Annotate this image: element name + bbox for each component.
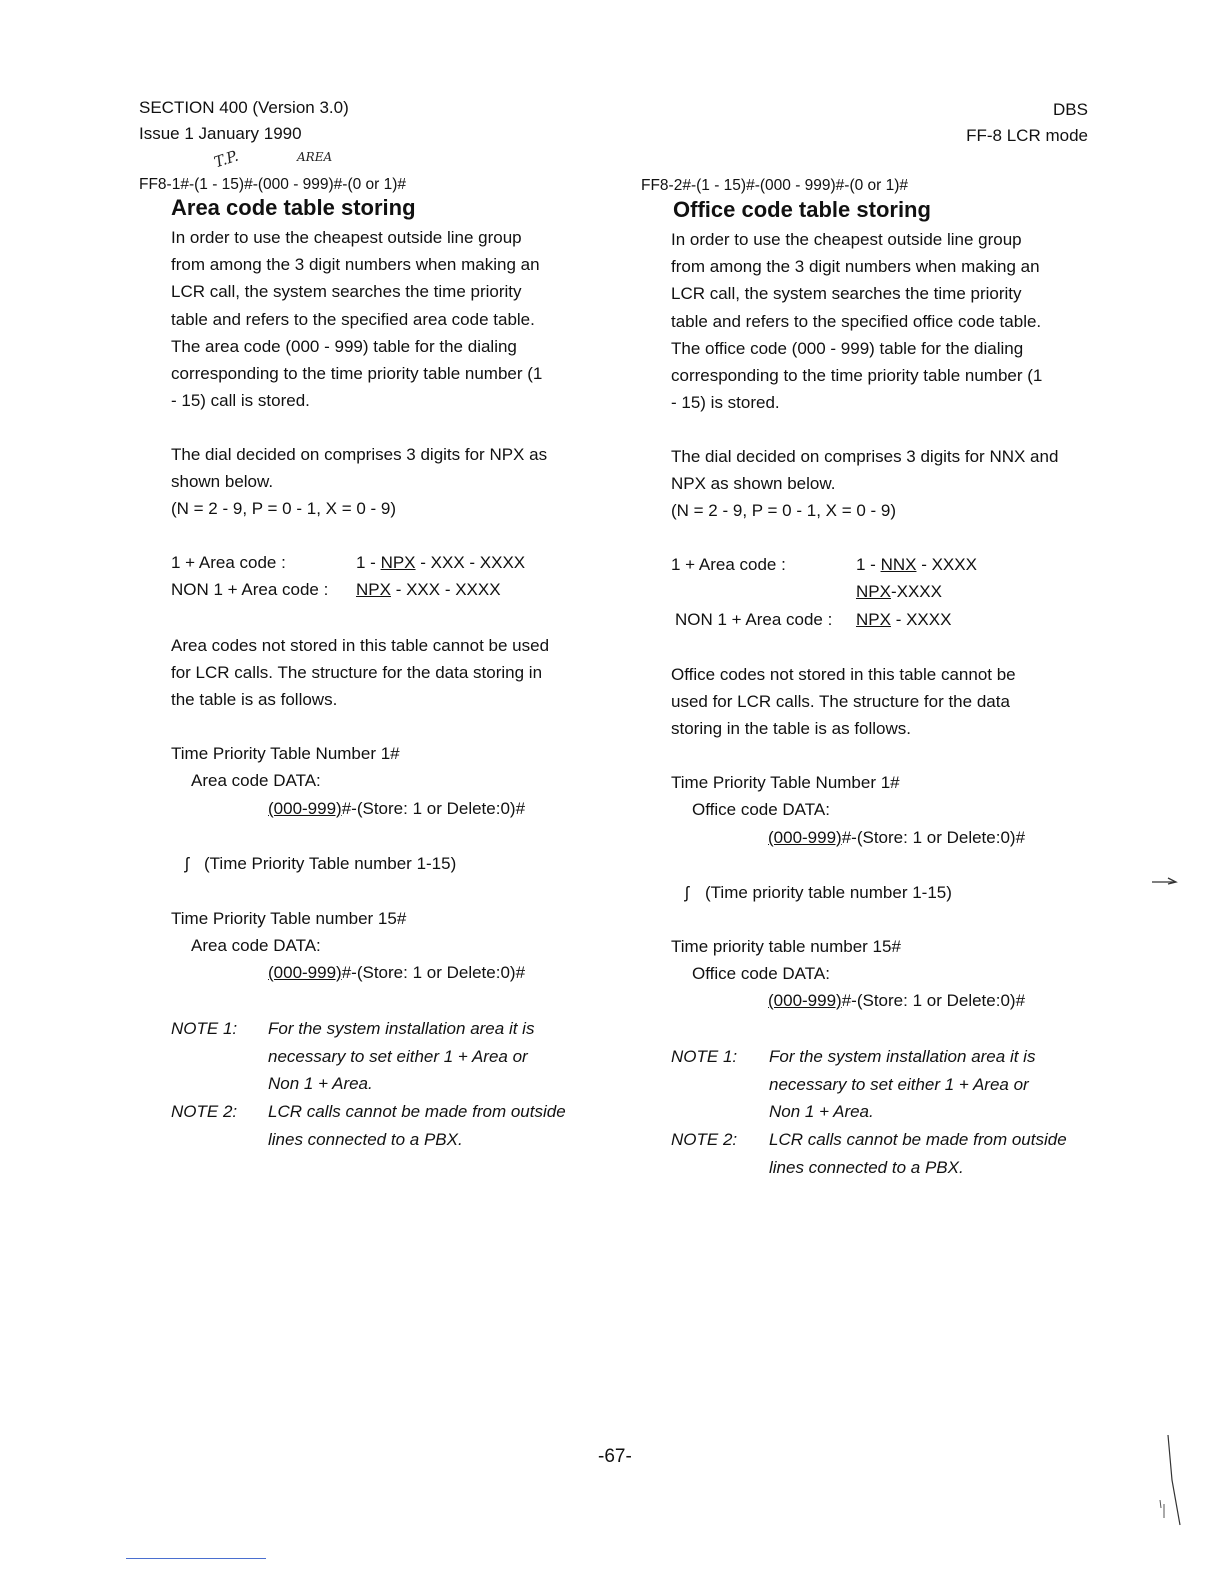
left-tp-first: Time Priority Table Number 1# <box>171 744 400 763</box>
right-note1-label: NOTE 1: <box>671 1047 738 1066</box>
left-data-label-2: Area code DATA: <box>191 936 321 955</box>
left-format-1-label: 1 + Area code : <box>171 553 286 572</box>
footer-rule <box>126 1558 266 1559</box>
left-data-entry-1: (000-999)#-(Store: 1 or Delete:0)# <box>268 799 526 818</box>
handwritten-area: AREA <box>297 150 333 164</box>
brand-label: DBS <box>1053 100 1088 119</box>
left-note2-label: NOTE 2: <box>171 1102 238 1121</box>
left-intro: In order to use the cheapest outside line group from among the 3 digit numbers when making an LCR call, the system searches the time priority table and refers to the specified area code table. The area code (000 - 999) table for the dialing corresponding to the time priority table number (1 - 15) call is stored. <box>171 228 543 411</box>
right-tp-first: Time Priority Table Number 1# <box>671 773 900 792</box>
right-data-entry-1: (000-999)#-(Store: 1 or Delete:0)# <box>768 828 1026 847</box>
right-format-2-value: NPX-XXXX <box>856 582 942 601</box>
right-storing-text: Office codes not stored in this table cannot be used for LCR calls. The structure for the data storing in the table is as follows. <box>671 665 1016 739</box>
left-data-label-1: Area code DATA: <box>191 771 321 790</box>
right-tp-last: Time priority table number 15# <box>671 937 901 956</box>
left-storing-text: Area codes not stored in this table cannot be used for LCR calls. The structure for the data storing in the table is as follows. <box>171 636 550 710</box>
left-command: FF8-1#-(1 - 15)#-(000 - 999)#-(0 or 1)# <box>139 176 407 193</box>
left-dial-description: The dial decided on comprises 3 digits for NPX as shown below. (N = 2 - 9, P = 0 - 1, X = 0 - 9) <box>171 445 548 519</box>
page-number: -67- <box>598 1446 632 1467</box>
left-note1-label: NOTE 1: <box>171 1019 238 1038</box>
left-note1-text: For the system installation area it is necessary to set either 1 + Area or Non 1 + Area. <box>268 1019 535 1093</box>
scan-arrow-mark <box>1150 876 1180 888</box>
right-format-3-value: NPX - XXXX <box>856 610 952 629</box>
right-intro: In order to use the cheapest outside line group from among the 3 digit numbers when making an LCR call, the system searches the time priority table and refers to the specified office code table. The office code (000 - 999) table for the dialing corresponding to the time priority table number (1 - 15) is stored. <box>671 230 1043 413</box>
left-data-entry-2: (000-999)#-(Store: 1 or Delete:0)# <box>268 963 526 982</box>
right-note2-text: LCR calls cannot be made from outside lines connected to a PBX. <box>769 1130 1067 1177</box>
right-title: Office code table storing <box>673 197 931 222</box>
left-note2-text: LCR calls cannot be made from outside lines connected to a PBX. <box>268 1102 566 1149</box>
right-command: FF8-2#-(1 - 15)#-(000 - 999)#-(0 or 1)# <box>641 177 909 194</box>
issue-date: Issue 1 January 1990 <box>139 124 302 143</box>
right-note1-text: For the system installation area it is necessary to set either 1 + Area or Non 1 + Area. <box>769 1047 1036 1121</box>
mode-label: FF-8 LCR mode <box>966 126 1088 145</box>
right-format-1-value: 1 - NNX - XXXX <box>856 555 977 574</box>
right-data-label-1: Office code DATA: <box>692 800 830 819</box>
left-title: Area code table storing <box>171 195 416 220</box>
right-ellipsis-mark: ʃ <box>685 883 689 902</box>
right-data-entry-2: (000-999)#-(Store: 1 or Delete:0)# <box>768 991 1026 1010</box>
handwritten-tp: T.P. <box>211 146 241 172</box>
left-format-2-value: NPX - XXX - XXXX <box>356 580 501 599</box>
right-dial-description: The dial decided on comprises 3 digits for NNX and NPX as shown below. (N = 2 - 9, P = 0 - 1, X = 0 - 9) <box>671 447 1059 521</box>
section-label: SECTION 400 (Version 3.0) <box>139 98 349 117</box>
left-format-1-value: 1 - NPX - XXX - XXXX <box>356 553 526 572</box>
left-tp-last: Time Priority Table number 15# <box>171 909 407 928</box>
right-format-3-label: NON 1 + Area code : <box>675 610 833 629</box>
scan-mark-graphic <box>1150 1430 1190 1530</box>
right-format-1-label: 1 + Area code : <box>671 555 786 574</box>
right-note2-label: NOTE 2: <box>671 1130 738 1149</box>
left-ellipsis-mark: ʃ <box>185 854 189 873</box>
left-ellipsis-text: (Time Priority Table number 1-15) <box>204 854 457 873</box>
right-data-label-2: Office code DATA: <box>692 964 830 983</box>
left-format-2-label: NON 1 + Area code : <box>171 580 329 599</box>
right-ellipsis-text: (Time priority table number 1-15) <box>705 883 952 902</box>
